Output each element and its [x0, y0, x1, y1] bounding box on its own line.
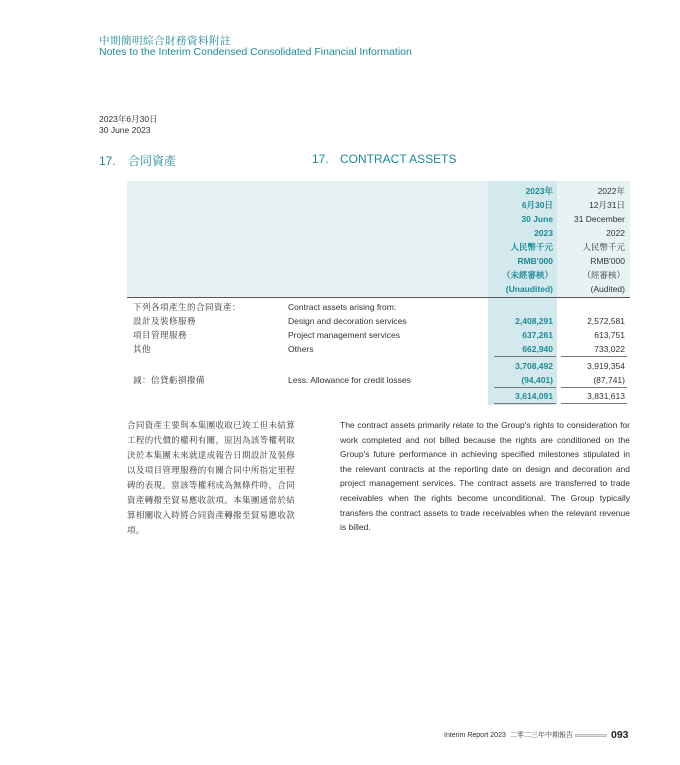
- section-title-en: CONTRACT ASSETS: [340, 152, 457, 166]
- section-number: 17.: [99, 154, 116, 168]
- total-row: 3,614,091 3,831,613: [515, 391, 625, 401]
- table-row: 項目管理服務 Project management services 637,261 613,751: [133, 330, 625, 340]
- subtotal-rule: [561, 356, 627, 357]
- total-double-rule: [561, 403, 627, 404]
- subtotal-row: 3,708,492 3,919,354: [515, 361, 625, 371]
- total-double-rule: [494, 403, 556, 404]
- body-paragraph-zh: 合同資產主要與本集團收取已竣工但未結算工程的代價的權利有關，原因為該等權利取決於本集團未來就達成報告日期設計及裝修以及項目管理服務的有關合同中所指定里程碑的表現。當該等權利成為無條件時，合同資產轉撥至貿易應收款項。本集團通常於結算相關收入時將合同資產轉撥至貿易應收款項。: [127, 420, 295, 535]
- period-date-zh: 2023年6月30日: [99, 114, 158, 124]
- section-heading-zh: [99, 152, 176, 169]
- header-title-zh: 中期簡明綜合財務資料附註: [99, 35, 231, 47]
- body-paragraph-en: The contract assets primarily relate to the Group's rights to consideration for work completed and not billed because the rights are conditioned on the Group's future performance in achieving specified milestones stipulated in the relevant contracts at the reporting date on design and decoration and project management services. The contract assets are transferred to trade receivables when the rights become unconditional. The Group typically transfers the contract assets to trade receivables when the relevant revenue is billed.: [340, 420, 630, 533]
- footer-decorative-bar: [575, 734, 607, 737]
- section-heading-en: [312, 152, 456, 166]
- period-date-en: 30 June 2023: [99, 125, 151, 135]
- table-caption-row: 下列各項產生的合同資產： Contract assets arising from:: [133, 302, 397, 312]
- section-number: 17.: [312, 152, 329, 166]
- table-row: 設計及裝修服務 Design and decoration services 2,408,291 2,572,581: [133, 316, 625, 326]
- total-rule: [561, 387, 627, 388]
- allowance-row: 減：信貸虧損撥備 Less: Allowance for credit losses (94,401) (87,741): [133, 375, 625, 385]
- current-period-column-header: 2023年 6月30日 30 June 2023 人民幣千元 RMB'000 （未經審核） (Unaudited): [501, 186, 553, 294]
- section-title-zh: 合同資產: [128, 154, 177, 168]
- header-divider: [127, 297, 630, 298]
- page-number: 093: [611, 729, 629, 741]
- contract-assets-table: [127, 181, 630, 405]
- table-header-shading: [127, 181, 488, 298]
- header-title-en: Notes to the Interim Condensed Consolidated Financial Information: [99, 46, 412, 58]
- table-row: 其他 Others 662,940 733,022: [133, 344, 625, 354]
- total-rule: [494, 387, 556, 388]
- subtotal-rule: [494, 356, 556, 357]
- footer-report-zh: 二零二三年中期報告: [510, 732, 573, 739]
- footer-report-en: Interim Report 2023: [444, 732, 506, 739]
- prior-period-column-header: 2022年 12月31日 31 December 2022 人民幣千元 RMB'000 （經審核） (Audited): [573, 186, 625, 294]
